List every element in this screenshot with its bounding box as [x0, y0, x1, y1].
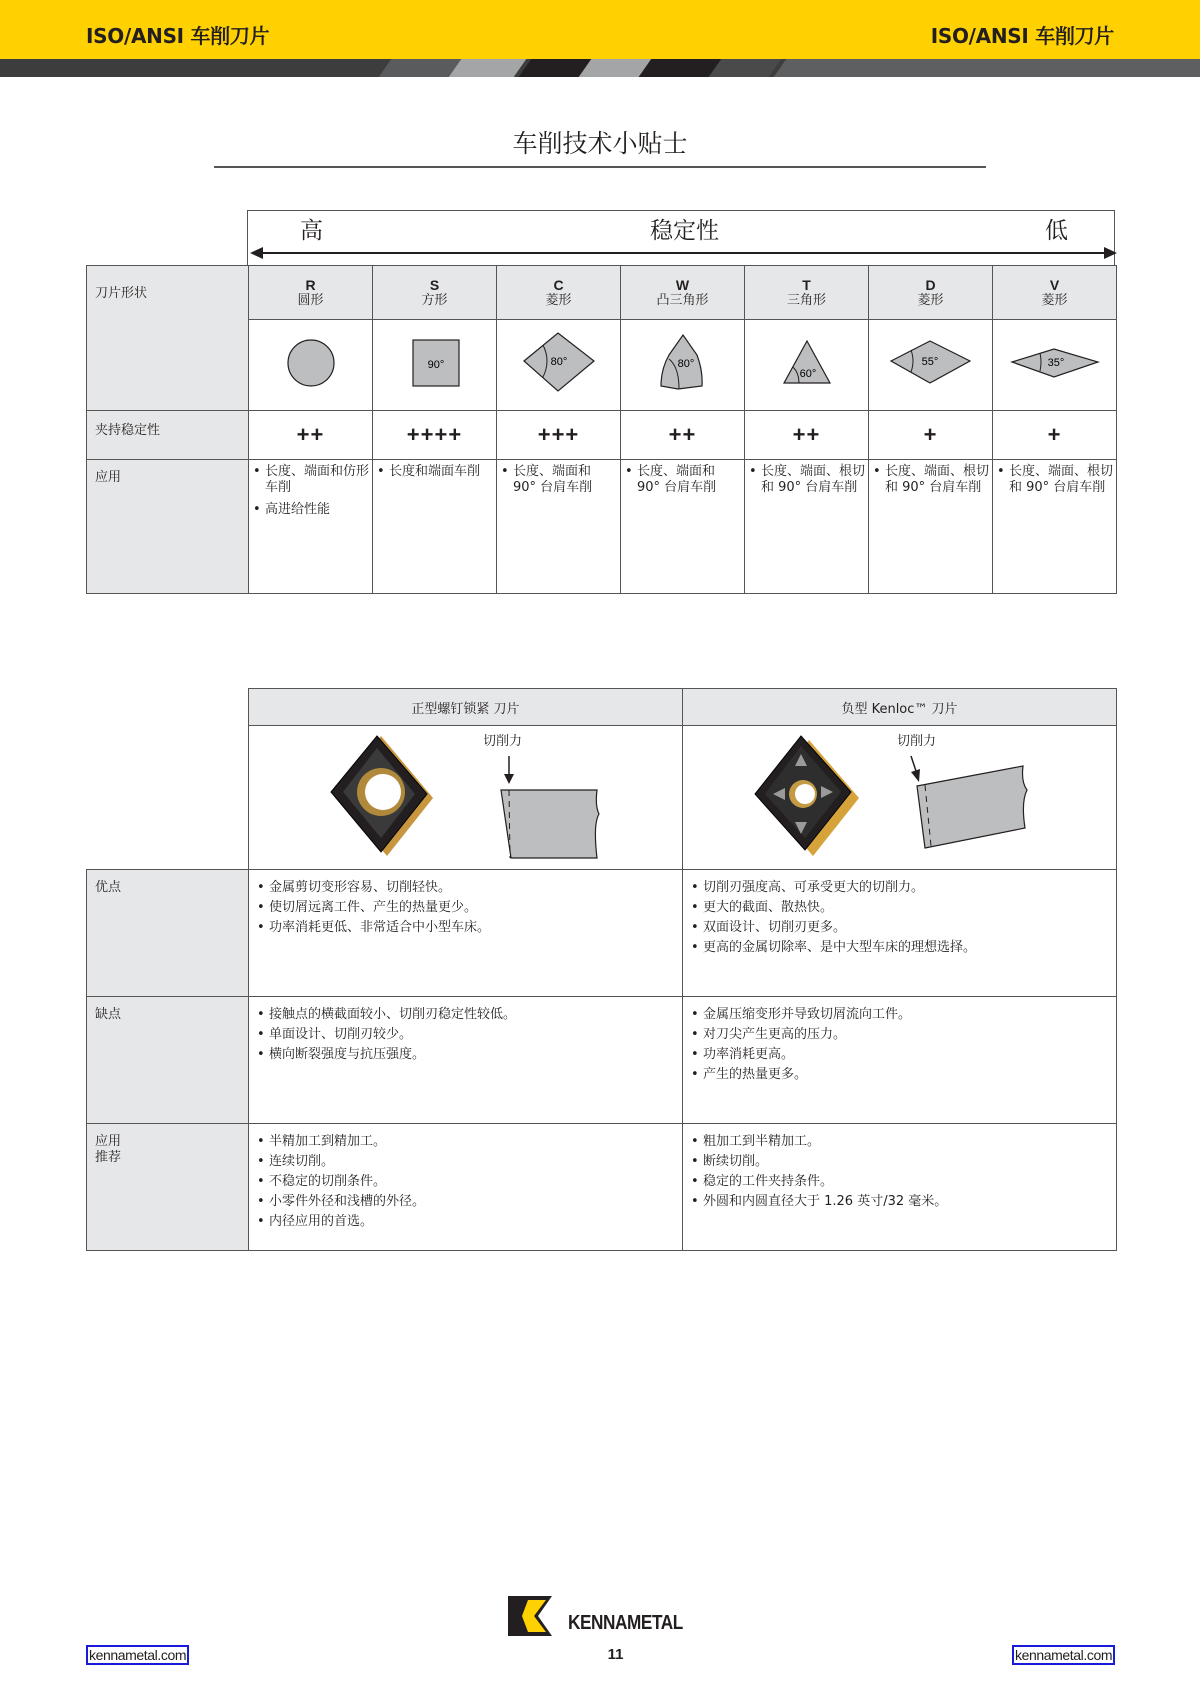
recommended-positive — [249, 1124, 683, 1251]
shape-code: V — [1049, 277, 1060, 293]
row-label-text: 夹持稳定性 — [95, 423, 161, 438]
list-item: • 长度、端面、根切和 90° 台肩车削 — [749, 464, 866, 496]
shape-name: 凸三角形 — [656, 293, 709, 308]
clamping-rating: ++ — [745, 411, 869, 460]
shape-code: D — [925, 277, 936, 293]
disadvantages-positive — [249, 997, 683, 1124]
circle-insert-icon — [281, 333, 341, 393]
list-item: • 长度、端面、根切和 90° 台肩车削 — [873, 464, 990, 496]
trigon-insert-icon — [653, 331, 713, 395]
shape-header-t — [745, 266, 869, 320]
shape-header-r — [249, 266, 373, 320]
list-item: • 使切屑远离工件、产生的热量更少。 — [257, 898, 676, 918]
row-label-text: 应用 — [95, 470, 122, 485]
stability-label: 稳定性 — [650, 218, 719, 244]
application-cell — [497, 460, 621, 594]
shape-header-s — [373, 266, 497, 320]
shape-name: 三角形 — [786, 293, 826, 308]
disadvantages-row — [87, 997, 1117, 1124]
list-item: • 功率消耗更低、非常适合中小型车床。 — [257, 918, 676, 938]
advantages-negative — [683, 870, 1117, 997]
column-header-negative: 负型 Kenloc™ 刀片 — [683, 689, 1117, 726]
disadvantages-negative — [683, 997, 1117, 1124]
list-item: • 产生的热量更多。 — [691, 1065, 1110, 1085]
list-item: • 接触点的横截面较小、切削刃稳定性较低。 — [257, 1005, 676, 1025]
negative-insert-photo-icon — [753, 732, 863, 860]
shape-code: T — [802, 277, 811, 293]
footer-link-left[interactable]: kennametal.com — [86, 1645, 189, 1665]
svg-text:90°: 90° — [427, 359, 444, 371]
recommended-negative — [683, 1124, 1117, 1251]
square-insert-icon — [405, 333, 465, 393]
advantages-row — [87, 870, 1117, 997]
row-label-shape — [87, 266, 249, 411]
list-item: • 连续切削。 — [257, 1152, 676, 1172]
clamping-rating: + — [869, 411, 993, 460]
list-item: • 长度、端面和仿形车削 — [253, 464, 370, 496]
rhombus-35-insert-icon — [1010, 345, 1100, 381]
shape-header-v — [993, 266, 1117, 320]
shape-header-c — [497, 266, 621, 320]
clamping-row — [87, 411, 1117, 460]
list-item: • 断续切削。 — [691, 1152, 1110, 1172]
clamping-rating: +++ — [497, 411, 621, 460]
negative-cutting-force-diagram — [903, 754, 1043, 862]
list-item: • 功率消耗更高。 — [691, 1045, 1110, 1065]
list-item: • 小零件外径和浅槽的外径。 — [257, 1192, 676, 1212]
stability-low-label: 低 — [1045, 218, 1068, 244]
stability-arrow-line — [258, 252, 1104, 254]
rhombus-55-insert-icon — [888, 338, 974, 388]
row-label-line: 应用 — [95, 1134, 122, 1149]
row-label-application — [87, 460, 249, 594]
cutting-force-label: 切削力 — [483, 734, 523, 749]
shape-header-row — [87, 266, 1117, 320]
shape-name: 菱形 — [917, 293, 944, 308]
header-stripe — [0, 59, 1200, 77]
row-label-recommended — [87, 1124, 249, 1251]
shape-name: 菱形 — [545, 293, 572, 308]
shape-name: 菱形 — [1041, 293, 1068, 308]
list-item: • 不稳定的切削条件。 — [257, 1172, 676, 1192]
row-label-line: 推荐 — [95, 1150, 122, 1165]
shape-cell-r — [249, 320, 373, 411]
shape-name: 圆形 — [297, 293, 324, 308]
empty-corner — [87, 689, 249, 870]
cutting-force-label: 切削力 — [897, 734, 937, 749]
application-cell — [621, 460, 745, 594]
list-item: • 稳定的工件夹持条件。 — [691, 1172, 1110, 1192]
page-title: 车削技术小贴士 — [512, 129, 688, 158]
shape-code: S — [429, 277, 440, 293]
list-item: • 双面设计、切削刃更多。 — [691, 918, 1110, 938]
brand-name: KENNAMETAL — [568, 1612, 683, 1634]
header-title-right: ISO/ANSI 车削刀片 — [930, 24, 1114, 48]
shape-code: R — [305, 277, 316, 293]
list-item: • 切削刃强度高、可承受更大的切削力。 — [691, 878, 1110, 898]
row-label-text: 刀片形状 — [95, 286, 148, 301]
svg-text:80°: 80° — [550, 356, 567, 368]
positive-insert-illustration — [249, 726, 683, 870]
shape-code: W — [675, 277, 690, 293]
application-row — [87, 460, 1117, 594]
shape-header-d — [869, 266, 993, 320]
shape-cell-d — [869, 320, 993, 411]
list-item: • 内径应用的首选。 — [257, 1212, 676, 1232]
clamping-rating: ++ — [621, 411, 745, 460]
stability-high-label: 高 — [300, 218, 323, 244]
list-item: • 外圆和内圆直径大于 1.26 英寸/32 毫米。 — [691, 1192, 1110, 1212]
negative-insert-illustration — [683, 726, 1117, 870]
shape-cell-t — [745, 320, 869, 411]
title-divider — [214, 166, 986, 168]
list-item: • 长度、端面、根切和 90° 台肩车削 — [997, 464, 1114, 496]
svg-text:35°: 35° — [1047, 357, 1064, 369]
list-item: • 金属压缩变形并导致切屑流向工件。 — [691, 1005, 1110, 1025]
shape-header-w — [621, 266, 745, 320]
insert-comparison-table — [86, 688, 1117, 1251]
application-cell — [373, 460, 497, 594]
list-item: • 单面设计、切削刃较少。 — [257, 1025, 676, 1045]
shape-cell-w — [621, 320, 745, 411]
header-title-left: ISO/ANSI 车削刀片 — [86, 24, 270, 48]
application-cell — [745, 460, 869, 594]
clamping-rating: ++++ — [373, 411, 497, 460]
shape-cell-s — [373, 320, 497, 411]
insert-shape-table — [86, 265, 1117, 594]
list-item: • 长度、端面和 90° 台肩车削 — [501, 464, 618, 496]
clamping-rating: ++ — [249, 411, 373, 460]
page-number: 11 — [607, 1646, 624, 1663]
list-item: • 金属剪切变形容易、切削轻快。 — [257, 878, 676, 898]
column-header-positive: 正型螺钉锁紧 刀片 — [249, 689, 683, 726]
svg-text:60°: 60° — [799, 368, 816, 380]
header-bar — [0, 0, 1200, 59]
application-cell — [993, 460, 1117, 594]
shape-cell-v — [993, 320, 1117, 411]
arrow-right-icon — [1104, 247, 1117, 259]
list-item: • 半精加工到精加工。 — [257, 1132, 676, 1152]
list-item: • 高进给性能 — [253, 502, 370, 518]
svg-text:55°: 55° — [921, 356, 938, 368]
comparison-header-row — [87, 689, 1117, 726]
svg-text:80°: 80° — [677, 358, 694, 370]
application-cell — [869, 460, 993, 594]
list-item: • 长度和端面车削 — [377, 464, 494, 480]
shape-name: 方形 — [421, 293, 448, 308]
clamping-rating: + — [993, 411, 1117, 460]
row-label-advantages: 优点 — [87, 870, 249, 997]
advantages-positive — [249, 870, 683, 997]
list-item: • 更大的截面、散热快。 — [691, 898, 1110, 918]
row-label-disadvantages: 缺点 — [87, 997, 249, 1124]
positive-cutting-force-diagram — [499, 754, 609, 862]
shape-cell-c — [497, 320, 621, 411]
list-item: • 横向断裂强度与抗压强度。 — [257, 1045, 676, 1065]
list-item: • 粗加工到半精加工。 — [691, 1132, 1110, 1152]
positive-insert-photo-icon — [329, 732, 439, 860]
row-label-clamping — [87, 411, 249, 460]
list-item: • 更高的金属切除率、是中大型车床的理想选择。 — [691, 938, 1110, 958]
list-item: • 长度、端面和 90° 台肩车削 — [625, 464, 742, 496]
footer-link-right[interactable]: kennametal.com — [1012, 1645, 1115, 1665]
shape-code: C — [553, 277, 564, 293]
rhombus-80-insert-icon — [519, 331, 599, 395]
triangle-insert-icon — [777, 333, 837, 393]
list-item: • 对刀尖产生更高的压力。 — [691, 1025, 1110, 1045]
recommended-application-row — [87, 1124, 1117, 1251]
application-cell — [249, 460, 373, 594]
